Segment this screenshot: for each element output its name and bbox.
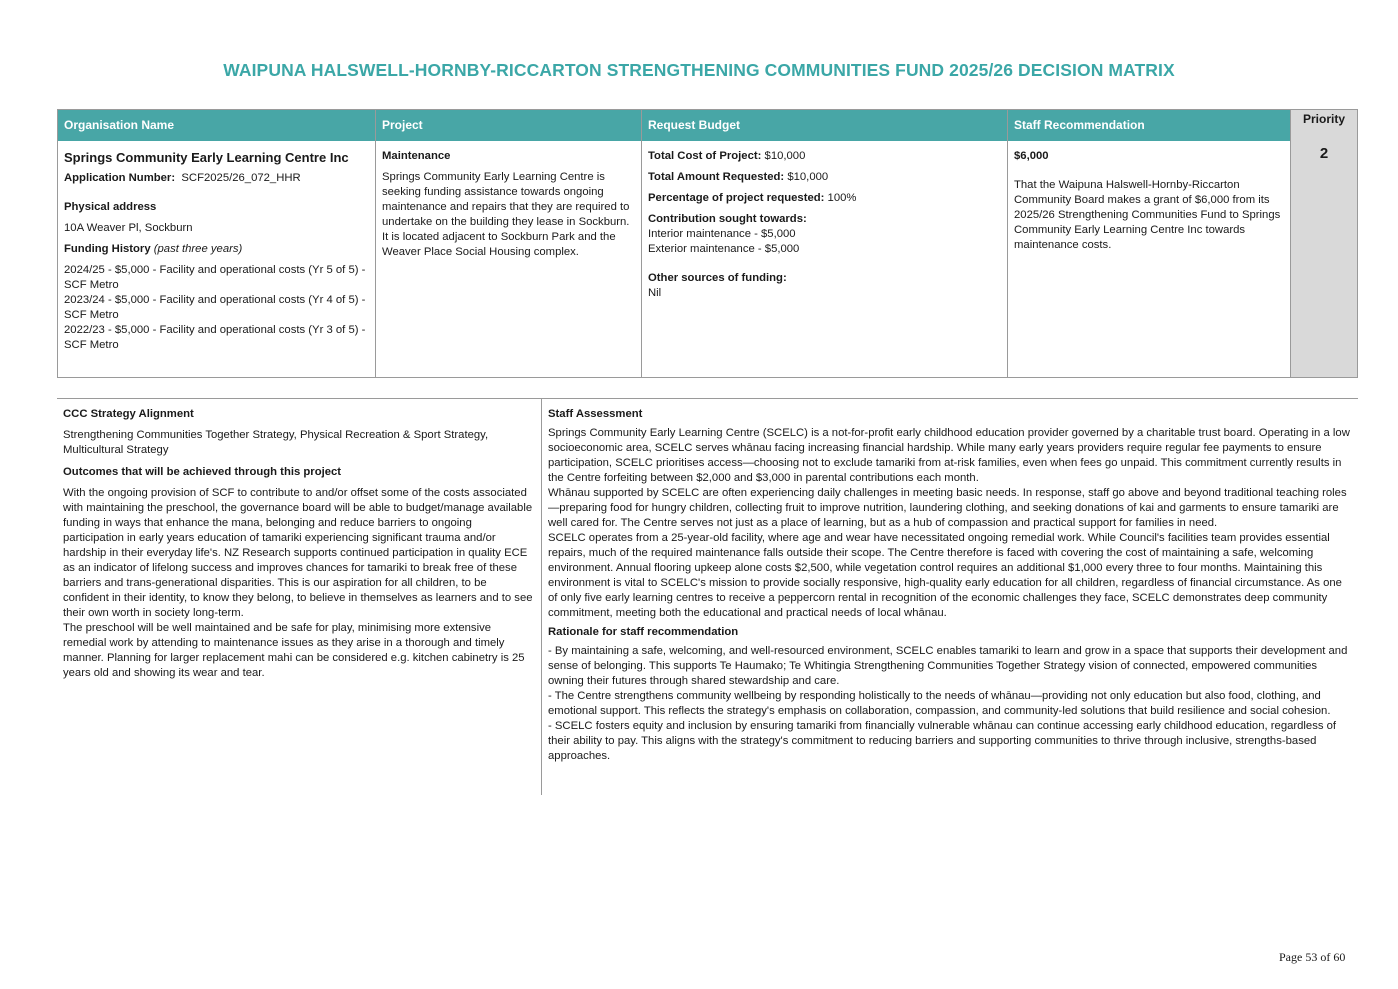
- total-requested-value: $10,000: [787, 171, 829, 183]
- recommendation-cell: [1008, 141, 1291, 377]
- funding-history-item: 2022/23 - $5,000 - Facility and operational costs (Yr 3 of 5) - SCF Metro: [64, 324, 366, 351]
- header-recommendation: Staff Recommendation: [1008, 110, 1291, 141]
- decision-matrix-table: [57, 109, 1358, 378]
- strategy-panel: [63, 407, 533, 681]
- rationale-heading: Rationale for staff recommendation: [548, 626, 739, 638]
- section-divider: [57, 398, 1358, 399]
- percentage-line: [648, 191, 1002, 206]
- rationale-item: - SCELC fosters equity and inclusion by ensuring tamariki from financially vulnerable whānau can continue accessing early childhood education, regardless of their ability to pay. This aligns with the strategy's commitment to reducing barriers and supporting communities to thrive through inclusive, strengths-based approaches.: [548, 720, 1337, 762]
- project-description: Springs Community Early Learning Centre is seeking funding assistance towards ongoing maintenance and repairs that they are required to undertake on the building they lease in Sockburn. It is located adjacent to Sockburn Park and the Weaver Place Social Housing complex.: [382, 171, 630, 258]
- total-cost-label: Total Cost of Project:: [648, 150, 762, 162]
- priority-value: 2: [1319, 145, 1329, 162]
- assessment-paragraph: Springs Community Early Learning Centre (SCELC) is a not-for-profit early childhood education provider governed by a charitable trust board. Operating in a low socioeconomic area, SCELC serves whānau facing increasing financial hardship. While many early years providers require regular fee payments to ensure participation, SCELC prioritises access—choosing not to exclude tamariki from at-risk families, even when fees go unpaid. This commitment currently results in the Centre forfeiting between $2,000 and $3,000 in parental contributions each month.: [548, 427, 1350, 484]
- funding-history-label: Funding History: [64, 243, 151, 255]
- other-sources-value: Nil: [648, 287, 662, 299]
- strategy-heading: CCC Strategy Alignment: [63, 408, 194, 420]
- contribution-item: Exterior maintenance - $5,000: [648, 243, 800, 255]
- funding-history-note: (past three years): [153, 243, 243, 255]
- assessment-paragraph: Whānau supported by SCELC are often experiencing daily challenges in meeting basic needs. In response, staff go above and beyond traditional teaching roles—preparing food for hungry children, collecting fruit to improve nutrition, laundering clothing, and seeking donations of kai and garments to ensure tamariki are well cared for. The Centre serves not just as a place of learning, but as a hub of compassion and practical support for families in need.: [548, 487, 1347, 529]
- other-sources-label: Other sources of funding:: [648, 272, 787, 284]
- application-number-line: [64, 171, 370, 186]
- project-cell: [376, 141, 642, 377]
- funding-history-item: 2023/24 - $5,000 - Facility and operational costs (Yr 4 of 5) - SCF Metro: [64, 294, 366, 321]
- recommendation-amount: $6,000: [1014, 150, 1049, 162]
- assessment-heading: Staff Assessment: [548, 408, 643, 420]
- document-title: WAIPUNA HALSWELL-HORNBY-RICCARTON STRENGTHENING COMMUNITIES FUND 2025/26 DECISION MATRIX: [223, 60, 1175, 80]
- total-cost-value: $10,000: [764, 150, 806, 162]
- project-title: Maintenance: [382, 150, 451, 162]
- recommendation-text: That the Waipuna Halswell-Hornby-Riccarton Community Board makes a grant of $6,000 from its 2025/26 Strengthening Communities Fund to Springs Community Early Learning Centre Inc towards maintenance costs.: [1014, 179, 1281, 251]
- application-number-label: Application Number:: [64, 172, 176, 184]
- address-label: Physical address: [64, 201, 157, 213]
- header-organisation: Organisation Name: [58, 110, 376, 141]
- total-requested-label: Total Amount Requested:: [648, 171, 785, 183]
- outcomes-heading: Outcomes that will be achieved through this project: [63, 466, 342, 478]
- header-budget: Request Budget: [642, 110, 1008, 141]
- budget-cell: [642, 141, 1008, 377]
- priority-column: [1291, 110, 1357, 377]
- application-number: SCF2025/26_072_HHR: [181, 172, 301, 184]
- assessment-panel: [548, 407, 1354, 764]
- header-project: Project: [376, 110, 642, 141]
- assessment-paragraph: SCELC operates from a 25-year-old facility, where age and wear have necessitated ongoing remedial work. While Council's facilities team provides essential repairs, much of the required maintenance falls outside their scope. The Centre therefore is faced with covering the cost of maintaining a safe, welcoming environment. Annual flooring upkeep alone costs $2,500, while vegetation control requires an additional $1,000 every three to four months. Maintaining this environment is vital to SCELC's mission to provide socially responsive, high-quality early education for all children, regardless of financial circumstance. As one of only five early learning centres to receive a peppercorn rental in recognition of the economic challenges they face, SCELC demonstrates deep community commitment, meeting both the educational and practical needs of local whānau.: [548, 532, 1342, 619]
- total-cost-line: [648, 149, 1002, 164]
- rationale-item: - The Centre strengthens community wellbeing by responding holistically to the needs of whānau—providing not only education but also food, clothing, and emotional support. This reflects the strategy's emphasis on collaboration, compassion, and community-led solutions that build resilience and social cohesion.: [548, 690, 1331, 717]
- contribution-item: Interior maintenance - $5,000: [648, 228, 796, 240]
- percentage-label: Percentage of project requested:: [648, 192, 825, 204]
- outcomes-text: The preschool will be well maintained and be safe for play, minimising more extensive remedial work by attending to maintenance issues as they arise in a thorough and timely manner. Planning for larger replacement mahi can be considered e.g. kitchen cabinetry is 25 years old and showing its wear and tear.: [63, 622, 525, 679]
- funding-history-heading: [64, 242, 370, 257]
- outcomes-text: With the ongoing provision of SCF to contribute to and/or offset some of the costs associated with maintaining the preschool, the governance board will be able to budget/manage available funding in ways that enhance the mana, belonging and reduce barriers to ongoing participation in early years education of tamariki experiencing significant trauma and/or hardship in their everyday life's. NZ Research supports continued participation in quality ECE as an indicator of lifelong success and improves chances for tamariki to break free of these barriers and trans-generational disparities. This is our aspiration for all children, to be confident in their identity, to know they belong, to believe in themselves as learners and to see their own worth in society long-term.: [63, 487, 533, 619]
- contribution-label: Contribution sought towards:: [648, 213, 807, 225]
- rationale-item: - By maintaining a safe, welcoming, and well-resourced environment, SCELC enables tamariki to learn and grow in a space that supports their development and sense of belonging. This supports Te Haumako; Te Whitingia Strengthening Communities Together Strategy vision of connected, empowered communities owning their futures through shared stewardship and care.: [548, 645, 1348, 687]
- strategy-text: Strengthening Communities Together Strategy, Physical Recreation & Sport Strategy, Multicultural Strategy: [63, 429, 489, 456]
- organisation-cell: [58, 141, 376, 377]
- page-number: Page 53 of 60: [1279, 950, 1346, 964]
- funding-history-item: 2024/25 - $5,000 - Facility and operational costs (Yr 5 of 5) - SCF Metro: [64, 264, 366, 291]
- address: 10A Weaver Pl, Sockburn: [64, 222, 193, 234]
- organisation-name: Springs Community Early Learning Centre Inc: [64, 150, 349, 165]
- header-priority: Priority: [1302, 112, 1345, 126]
- total-requested-line: [648, 170, 1002, 185]
- percentage-value: 100%: [827, 192, 857, 204]
- column-divider: [541, 399, 542, 795]
